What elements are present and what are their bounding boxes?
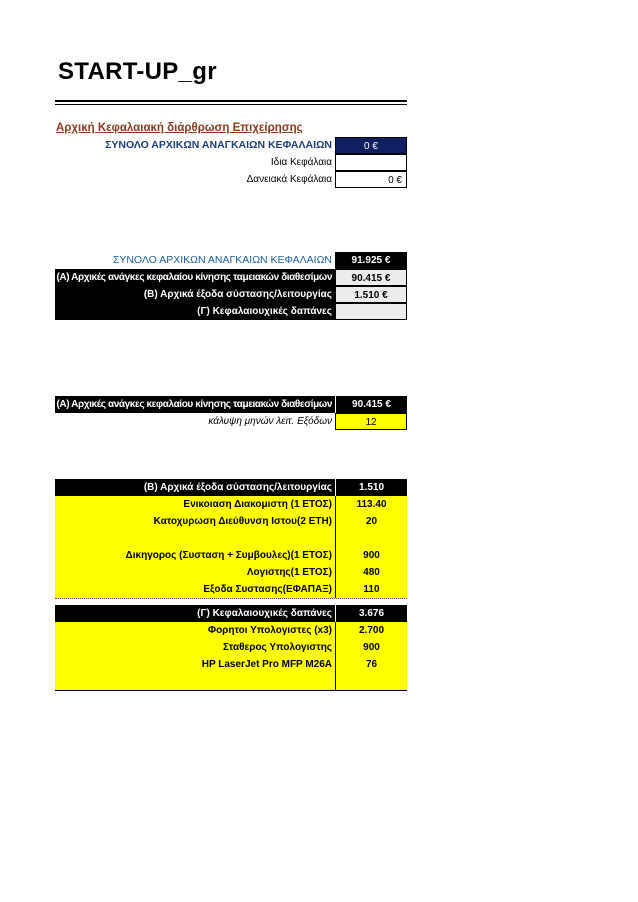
title-rule-thin — [55, 104, 407, 105]
summary-b-label: (Β) Αρχικά έξοδα σύστασης/λειτουργίας — [143, 289, 332, 300]
section-c-item-value[interactable] — [335, 673, 407, 690]
section-b-value[interactable]: 1.510 — [335, 479, 407, 496]
top-total-label: ΣΥΝΟΛΟ ΑΡΧΙΚΩΝ ΑΝΑΓΚΑΙΩΝ ΚΕΦΑΛΑΙΩΝ — [105, 139, 332, 151]
section-b-item-value[interactable]: 900 — [335, 547, 407, 564]
section-c-item-label: Φορητοι Υπολογιστες (x3) — [207, 625, 332, 636]
section-c-item — [55, 622, 407, 640]
title-rule — [55, 100, 407, 102]
top-total-value[interactable]: 0 € — [335, 137, 407, 154]
summary-b-value[interactable]: 1.510 € — [335, 286, 407, 303]
section-b-item-value[interactable]: 480 — [335, 564, 407, 581]
section-a-label: (Α) Αρχικές ανάγκες κεφαλαίου κίνησης ταμειακών διαθεσίμων — [56, 399, 332, 410]
section-c-value[interactable]: 3.676 — [335, 605, 407, 622]
section-c-label: (Γ) Κεφαλαιουχικές δαπάνες — [197, 608, 332, 619]
summary-c-label: (Γ) Κεφαλαιουχικές δαπάνες — [197, 306, 332, 317]
section-a-row — [55, 396, 407, 413]
months-row — [55, 413, 407, 430]
section-b-item — [55, 547, 407, 565]
section-b-label: (Β) Αρχικά έξοδα σύστασης/λειτουργίας — [143, 482, 332, 493]
section-b-item-value[interactable]: 113.40 — [335, 496, 407, 513]
summary-a-label: (Α) Αρχικές ανάγκες κεφαλαίου κίνησης ταμειακών διαθεσίμων — [56, 272, 332, 283]
months-value[interactable]: 12 — [335, 413, 407, 430]
section-b-item — [55, 530, 407, 548]
section-b-item-label: Λογιστης(1 ΕΤΟΣ) — [246, 567, 332, 578]
months-label: κάλυψη μηνών λειτ. Εξόδων — [208, 416, 332, 427]
equity-value[interactable] — [335, 154, 407, 171]
section-b-item-label: Δικηγορος (Συσταση + Συμβουλες)(1 ΕΤΟΣ) — [125, 550, 332, 561]
summary-total-label: ΣΥΝΟΛΟ ΑΡΧΙΚΩΝ ΑΝΑΓΚΑΙΩΝ ΚΕΦΑΛΑΙΩΝ — [112, 254, 332, 266]
section-b-item-value[interactable]: 110 — [335, 581, 407, 598]
summary-b-row — [55, 286, 407, 303]
section-b-item-value[interactable]: 20 — [335, 513, 407, 530]
section-c-item-label — [55, 673, 335, 690]
top-total-row — [55, 137, 407, 154]
summary-c-row — [55, 303, 407, 320]
section-c-item-value[interactable]: 76 — [335, 656, 407, 673]
equity-label: Ιδια Κεφάλαια — [270, 157, 332, 168]
section-c-item — [55, 656, 407, 674]
page-title: START-UP_gr — [58, 58, 217, 85]
summary-c-value[interactable] — [335, 303, 407, 320]
loan-row — [55, 171, 407, 188]
summary-total-value[interactable]: 91.925 € — [335, 252, 407, 269]
summary-a-row — [55, 269, 407, 286]
summary-total-row — [55, 252, 407, 269]
section-b-item-label: Ενικοιαση Διακομιστη (1 ΕΤΟΣ) — [183, 499, 332, 510]
section-subtitle: Αρχική Κεφαλαιακή διάρθρωση Επιχείρησης — [56, 122, 303, 134]
summary-a-value[interactable]: 90.415 € — [335, 269, 407, 286]
section-b-item — [55, 564, 407, 582]
section-c-item-label: HP LaserJet Pro MFP M26A — [201, 659, 332, 670]
section-b-item-label: Κατοχυρωση Διεύθυνση Ιστου(2 ΕΤΗ) — [153, 516, 332, 527]
section-b-item-value[interactable] — [335, 530, 407, 547]
section-c-item — [55, 639, 407, 657]
loan-value[interactable]: 0 € — [335, 171, 407, 188]
section-b-item — [55, 581, 407, 599]
section-b-item — [55, 513, 407, 531]
section-c-item-value[interactable]: 2.700 — [335, 622, 407, 639]
section-c-row — [55, 605, 407, 622]
section-a-value[interactable]: 90.415 € — [335, 396, 407, 413]
section-c-item — [55, 673, 407, 691]
section-b-item — [55, 496, 407, 514]
loan-label: Δανειακά Κεφάλαια — [246, 174, 332, 185]
section-c-item-label: Σταθερος Υπολογιστης — [222, 642, 332, 653]
section-b-item-label — [55, 530, 335, 547]
section-b-row — [55, 479, 407, 496]
section-b-item-label: Εξοδα Συστασης(ΕΦΑΠΑΞ) — [203, 584, 332, 595]
section-c-item-value[interactable]: 900 — [335, 639, 407, 656]
equity-row — [55, 154, 407, 171]
